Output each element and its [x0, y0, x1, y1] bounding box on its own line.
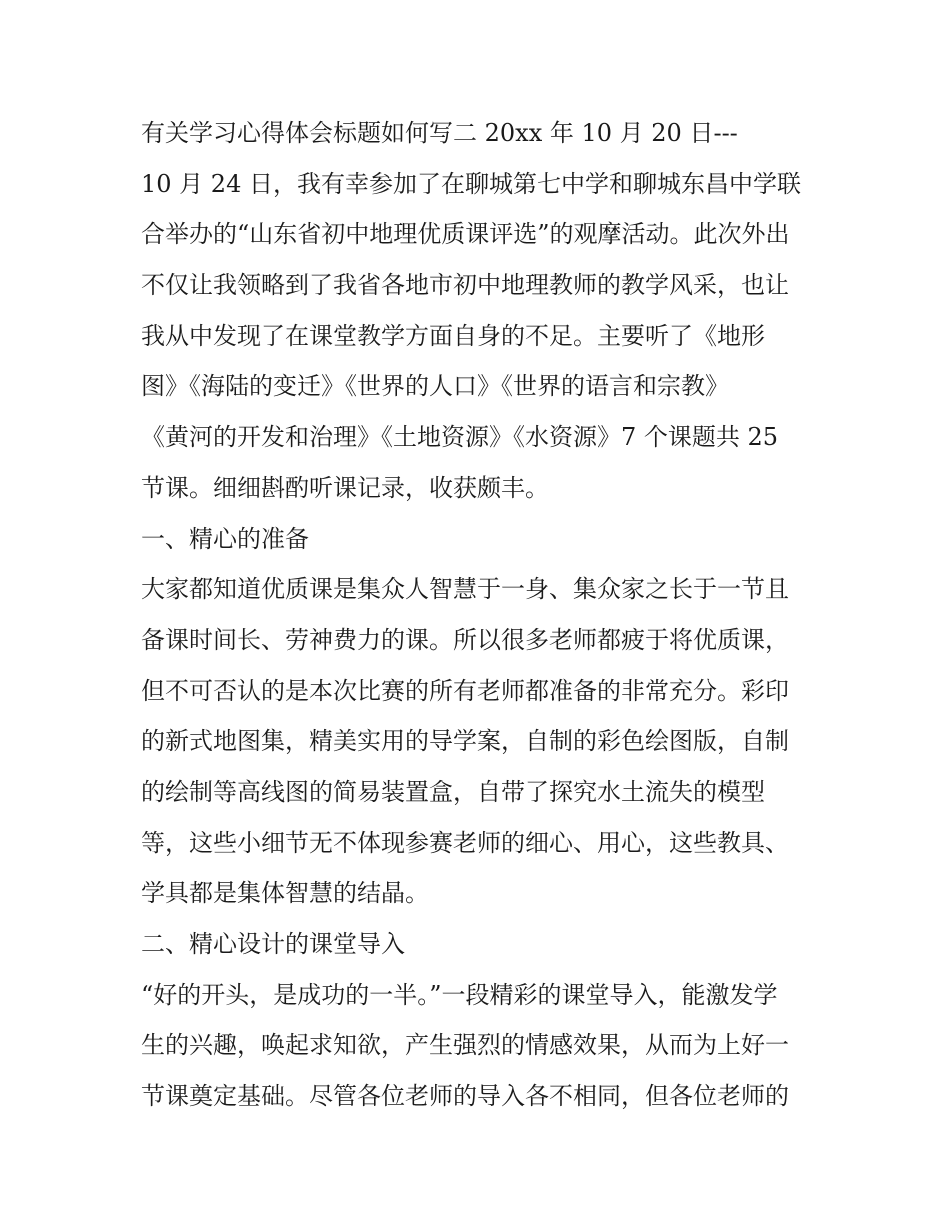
text-line: 图》《海陆的变迁》《世界的人口》《世界的语言和宗教》 — [141, 372, 729, 401]
section-heading: 一、精心的准备 — [141, 524, 309, 553]
text-line: 的绘制等高线图的简易装置盒，自带了探究水土流失的模型 — [141, 777, 765, 806]
text-line: “好的开头，是成功的一半。”一段精彩的课堂导入，能激发学 — [141, 980, 778, 1009]
text-line: 但不可否认的是本次比赛的所有老师都准备的非常充分。彩印 — [141, 676, 789, 705]
text-line: 有关学习心得体会标题如何写二 20xx 年 10 月 20 日--- — [141, 119, 738, 147]
text-line: 的新式地图集，精美实用的导学案，自制的彩色绘图版，自制 — [141, 727, 789, 756]
text-line: 不仅让我领略到了我省各地市初中地理教师的教学风采，也让 — [141, 271, 789, 300]
text-line: 节课。细细斟酌听课记录，收获颇丰。 — [141, 473, 549, 502]
text-line: 大家都知道优质课是集众人智慧于一身、集众家之长于一节且 — [141, 575, 789, 604]
text-line: 学具都是集体智慧的结晶。 — [141, 879, 429, 908]
text-line: 节课奠定基础。尽管各位老师的导入各不相同，但各位老师的 — [141, 1082, 789, 1111]
text-line: 我从中发现了在课堂教学方面自身的不足。主要听了《地形 — [141, 321, 765, 350]
text-line: 生的兴趣，唤起求知欲，产生强烈的情感效果，从而为上好一 — [141, 1031, 789, 1060]
section-heading: 二、精心设计的课堂导入 — [141, 930, 405, 958]
text-line: 合举办的“山东省初中地理优质课评选”的观摩活动。此次外出 — [141, 220, 790, 249]
text-line: 10 月 24 日，我有幸参加了在聊城第七中学和聊城东昌中学联 — [141, 169, 801, 198]
text-line: 《黄河的开发和治理》《土地资源》《水资源》7 个课题共 25 — [141, 423, 779, 452]
text-line: 等，这些小细节无不体现参赛老师的细心、用心，这些教具、 — [141, 828, 789, 857]
document-body — [141, 108, 821, 1122]
text-line: 备课时间长、劳神费力的课。所以很多老师都疲于将优质课， — [141, 625, 789, 654]
